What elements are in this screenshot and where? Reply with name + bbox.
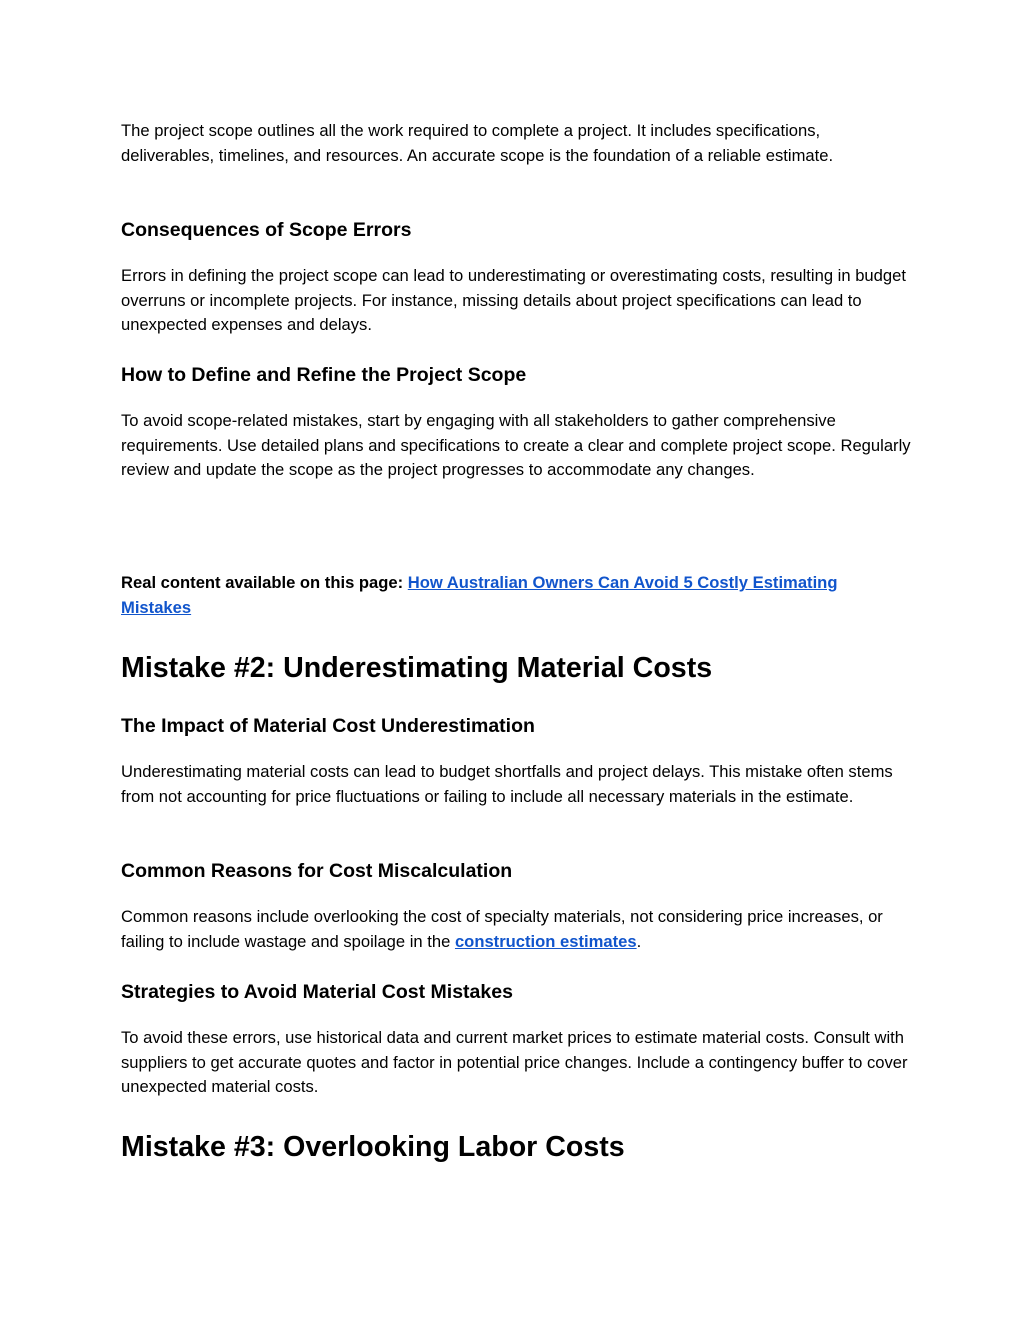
article-link[interactable]: How Australian Owners Can Avoid 5 Costly Estimating Mistakes xyxy=(121,573,838,617)
real-content-label: Real content available on this page: xyxy=(121,573,408,592)
reasons-heading: Common Reasons for Cost Miscalculation xyxy=(121,860,513,882)
mistake3-title: Mistake #3: Overlooking Labor Costs xyxy=(121,1131,625,1163)
scope-errors-paragraph: Errors in defining the project scope can lead to underestimating or overestimating costs, resulting in budget overruns or incomplete projects. For instance, missing details about project specifications can lead to unexpected expenses and delays. xyxy=(121,266,906,334)
mistake2-title: Mistake #2: Underestimating Material Costs xyxy=(121,652,713,684)
strategies-paragraph: To avoid these errors, use historical data and current market prices to estimate material costs. Consult with suppliers to get accurate quotes and factor in potential price changes. Include a contingency buffer to cover unexpected material costs. xyxy=(121,1028,908,1096)
define-scope-paragraph: To avoid scope-related mistakes, start by engaging with all stakeholders to gather comprehensive requirements. Use detailed plans and specifications to create a clear and complete project scope. Regularly review and update the scope as the project progresses to accommodate any changes. xyxy=(121,411,911,479)
reasons-text-end: . xyxy=(636,931,642,951)
impact-heading: The Impact of Material Cost Underestimation xyxy=(121,715,535,737)
define-scope-heading: How to Define and Refine the Project Scope xyxy=(121,364,527,386)
impact-paragraph: Underestimating material costs can lead to budget shortfalls and project delays. This mistake often stems from not accounting for price fluctuations or failing to include all necessary materials in the estimate. xyxy=(121,762,893,806)
scope-errors-heading: Consequences of Scope Errors xyxy=(121,219,412,241)
reasons-paragraph xyxy=(121,905,911,954)
reasons-text: Common reasons include overlooking the cost of specialty materials, not considering price increases, or failing to include wastage and spoilage in the xyxy=(121,907,883,951)
scope-intro-paragraph: The project scope outlines all the work required to complete a project. It includes specifications, deliverables, timelines, and resources. An accurate scope is the foundation of a reliable estimate. xyxy=(121,121,834,165)
strategies-heading: Strategies to Avoid Material Cost Mistakes xyxy=(121,981,513,1003)
real-content-paragraph xyxy=(121,571,911,620)
construction-estimates-link[interactable]: construction estimates xyxy=(454,931,637,951)
